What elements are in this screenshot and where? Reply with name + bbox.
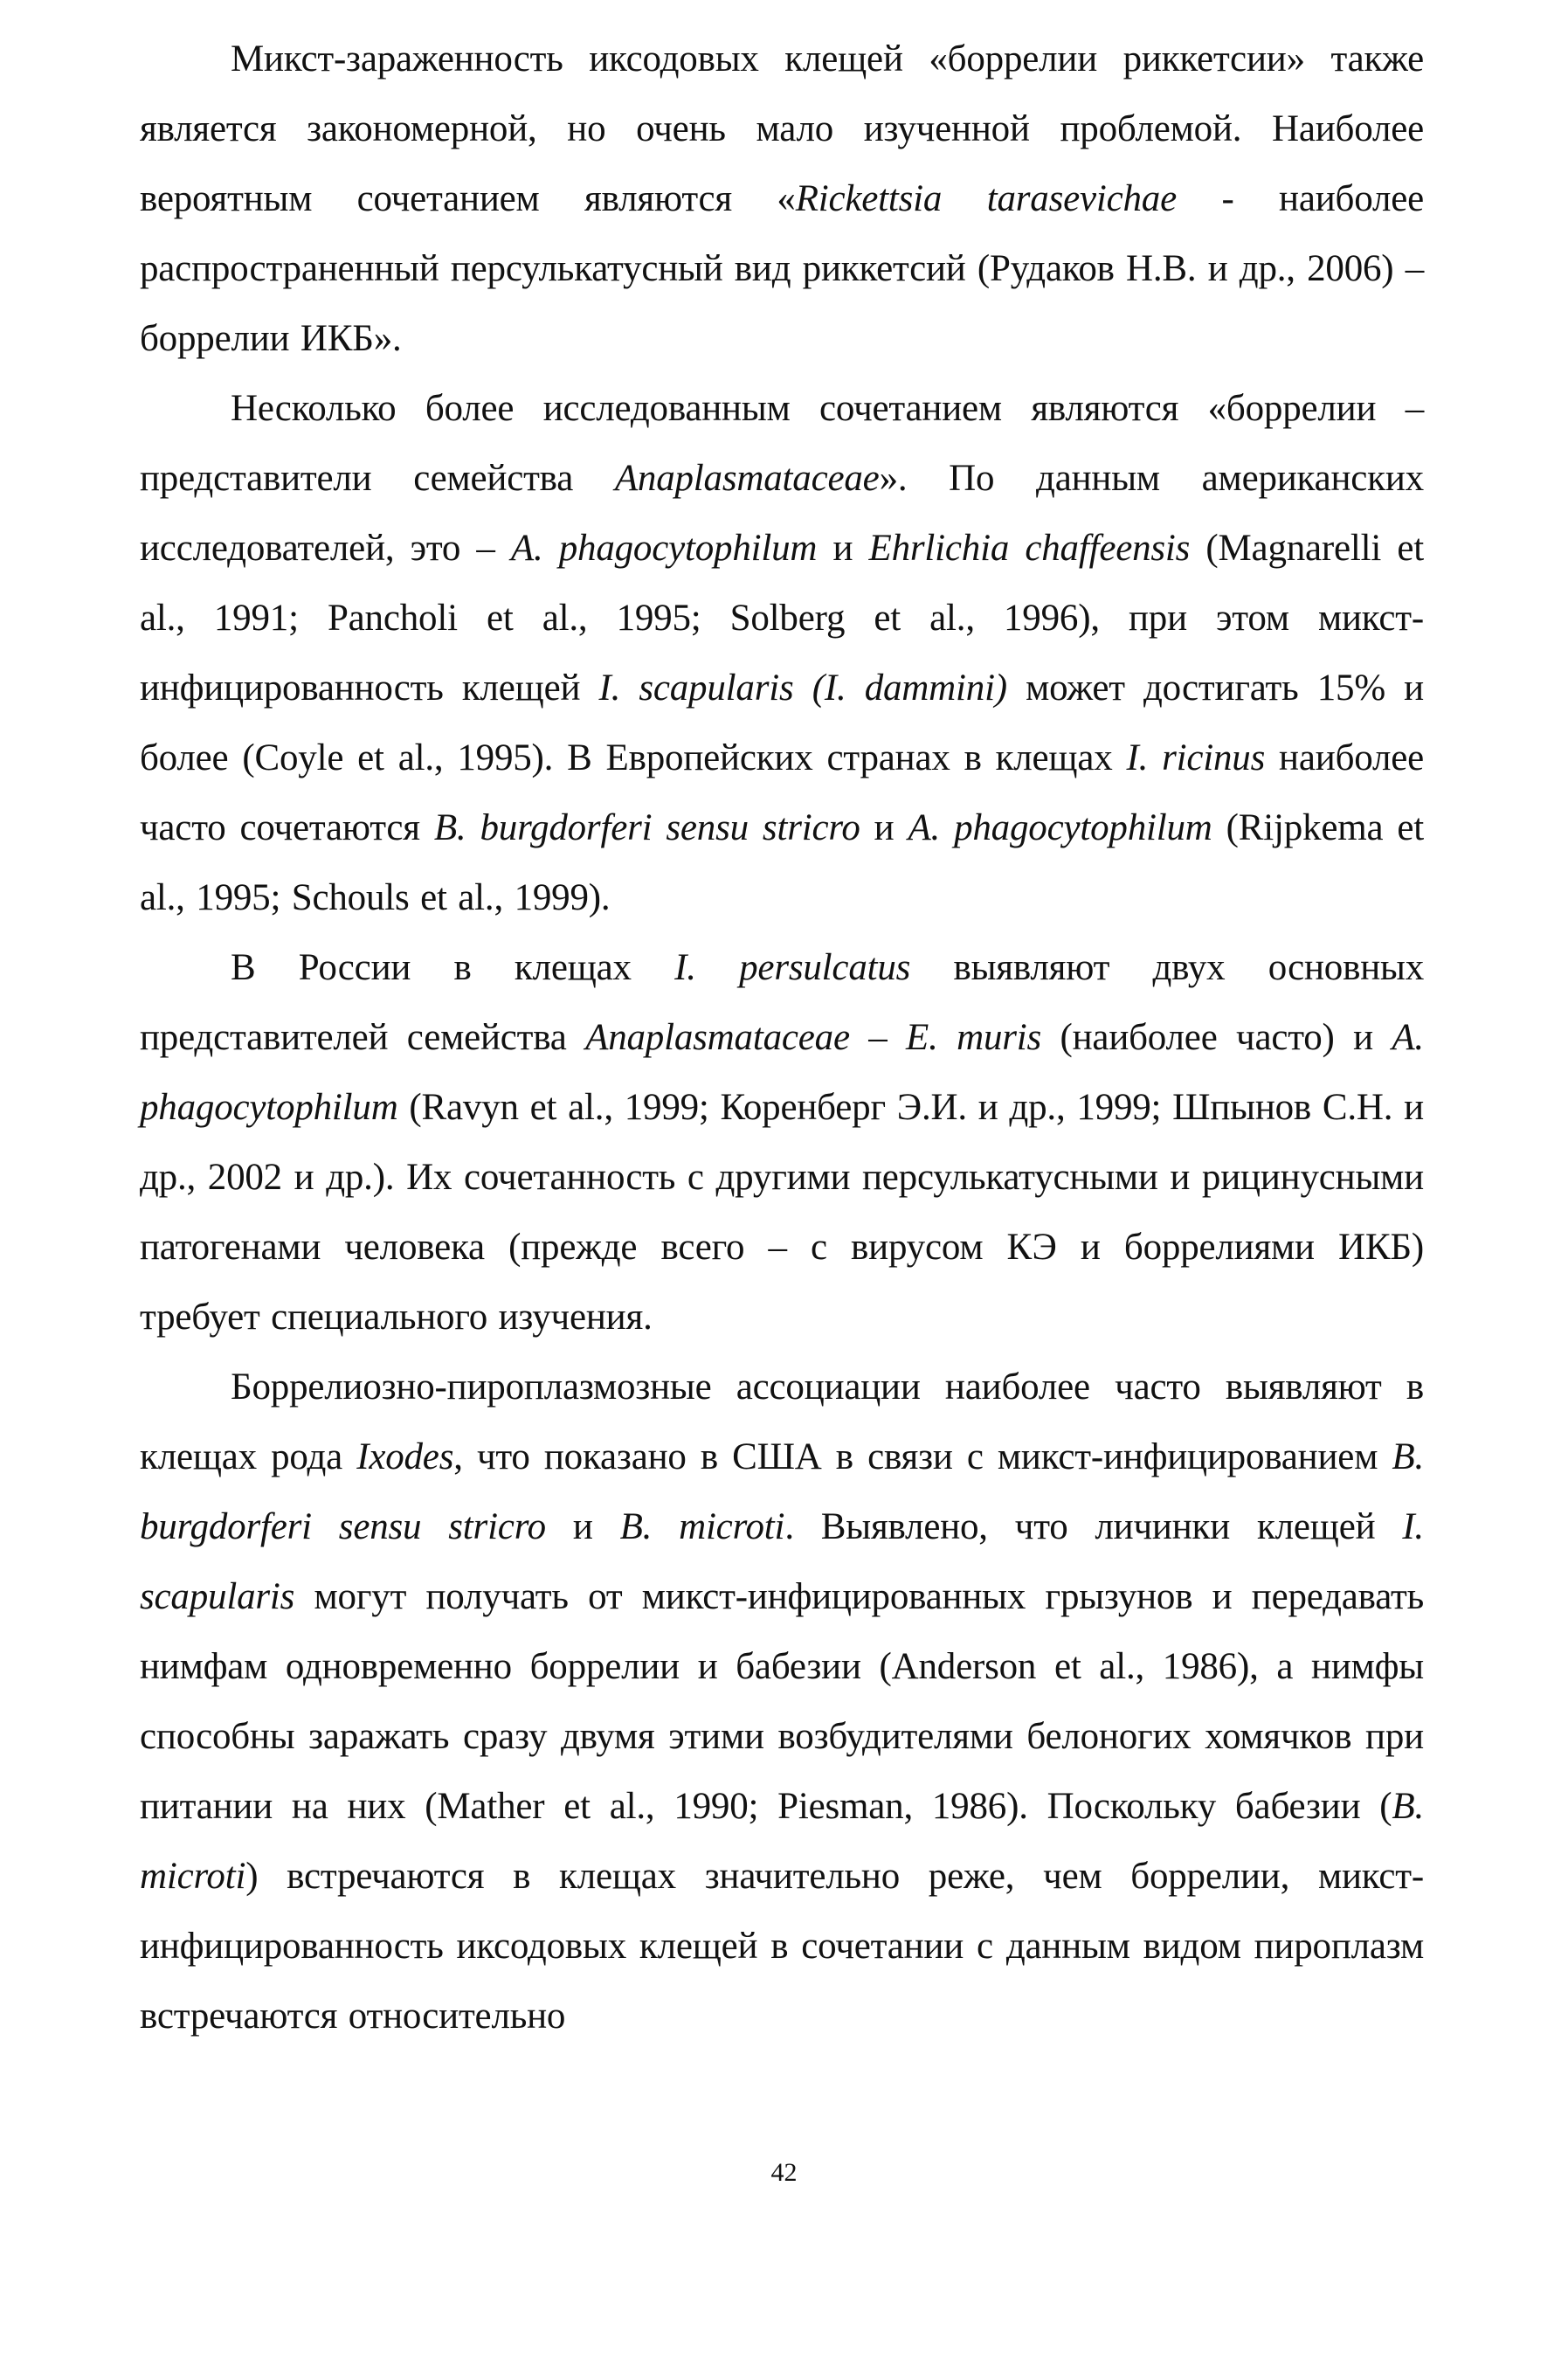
text-run: (Rijpkema et al., 1995; Schouls et al., 1999). bbox=[140, 807, 1424, 918]
text-run: Боррелиозно-пироплазмозные ассоциации наиболее часто выявляют в клещах рода bbox=[140, 1366, 1424, 1477]
italic-term: I. ricinus bbox=[1126, 737, 1266, 778]
text-run: (Magnarelli et al., 1991; Pancholi et al., 1995; Solberg et al., 1996), при этом микст-инфицированность клещей bbox=[140, 528, 1424, 709]
italic-term: B. microti bbox=[619, 1506, 785, 1547]
paragraph-1 bbox=[140, 24, 1424, 374]
text-run: и bbox=[817, 528, 869, 569]
text-run: ) встречаются в клещах значительно реже, чем боррелии, микст-инфицированность иксодовых клещей в сочетании с данным видом пироплазм встречаются относительно bbox=[140, 1856, 1424, 2037]
italic-term: I. scapularis bbox=[140, 1506, 1424, 1617]
text-run: - наиболее распространенный персулькатусный вид риккетсий (Рудаков Н.В. и др., 2006) – боррелии ИКБ». bbox=[140, 178, 1424, 359]
text-run: Несколько более исследованным сочетанием являются «боррелии – представители семейства bbox=[140, 388, 1424, 499]
text-run: (наиболее часто) и bbox=[1041, 1017, 1392, 1058]
text-run: и bbox=[860, 807, 908, 848]
italic-term: Anaplasmataceae bbox=[614, 458, 880, 499]
text-run: могут получать от микст-инфицированных грызунов и передавать нимфам одновременно боррелии и бабезии (Anderson et al., 1986), а нимфы способны заражать сразу двумя этими возбудителями белоногих хомячков при питании на них (Mather et al., 1990; Piesman, 1986). Поскольку бабезии ( bbox=[140, 1576, 1424, 1827]
text-run: и bbox=[545, 1506, 620, 1547]
text-run: . Выявлено, что личинки клещей bbox=[784, 1506, 1403, 1547]
italic-term: I. scapularis (I. dammini) bbox=[598, 668, 1007, 709]
page-number: 42 bbox=[770, 2158, 798, 2187]
text-run: наиболее часто сочетаются bbox=[140, 737, 1425, 848]
text-run: Микст-зараженность иксодовых клещей «боррелии риккетсии» также является закономерной, но очень мало изученной проблемой. Наиболее вероятным сочетанием являются « bbox=[140, 38, 1424, 219]
italic-term: Ehrlichia chaffeensis bbox=[868, 528, 1191, 569]
paragraph-3 bbox=[140, 933, 1424, 1352]
paragraph-4 bbox=[140, 1352, 1424, 2051]
text-run: , что показано в США в связи с микст-инфицированием bbox=[453, 1436, 1392, 1477]
paragraph-2 bbox=[140, 374, 1424, 933]
italic-term: B. burgdorferi sensu stricro bbox=[140, 1436, 1424, 1547]
text-run: (Ravyn et al., 1999; Коренберг Э.И. и др., 1999; Шпынов С.Н. и др., 2002 и др.). Их сочетанность с другими персулькатусными и рицинусными патогенами человека (прежде всего – с вирусом КЭ и боррелиями ИКБ) требует специального изучения. bbox=[140, 1087, 1424, 1338]
italic-term: Rickettsia tarasevichae bbox=[795, 178, 1177, 219]
italic-term: I. persulcatus bbox=[674, 947, 911, 988]
italic-term: A. phagocytophilum bbox=[908, 807, 1212, 848]
italic-term: B. burgdorferi sensu stricro bbox=[433, 807, 860, 848]
text-run: В России в клещах bbox=[231, 947, 675, 988]
italic-term: A. phagocytophilum bbox=[510, 528, 818, 569]
italic-term: A. phagocytophilum bbox=[140, 1017, 1424, 1128]
text-run: выявляют двух основных представителей семейства bbox=[140, 947, 1424, 1058]
italic-term: B. microti bbox=[140, 1786, 1424, 1897]
italic-term: Anaplasmataceae – E. muris bbox=[585, 1017, 1042, 1058]
page-body bbox=[140, 24, 1424, 2051]
text-run: ». По данным американских исследователей, это – bbox=[140, 458, 1424, 569]
italic-term: Ixodes bbox=[356, 1436, 454, 1477]
text-run: может достигать 15% и более (Coyle et al., 1995). В Европейских странах в клещах bbox=[140, 668, 1424, 778]
